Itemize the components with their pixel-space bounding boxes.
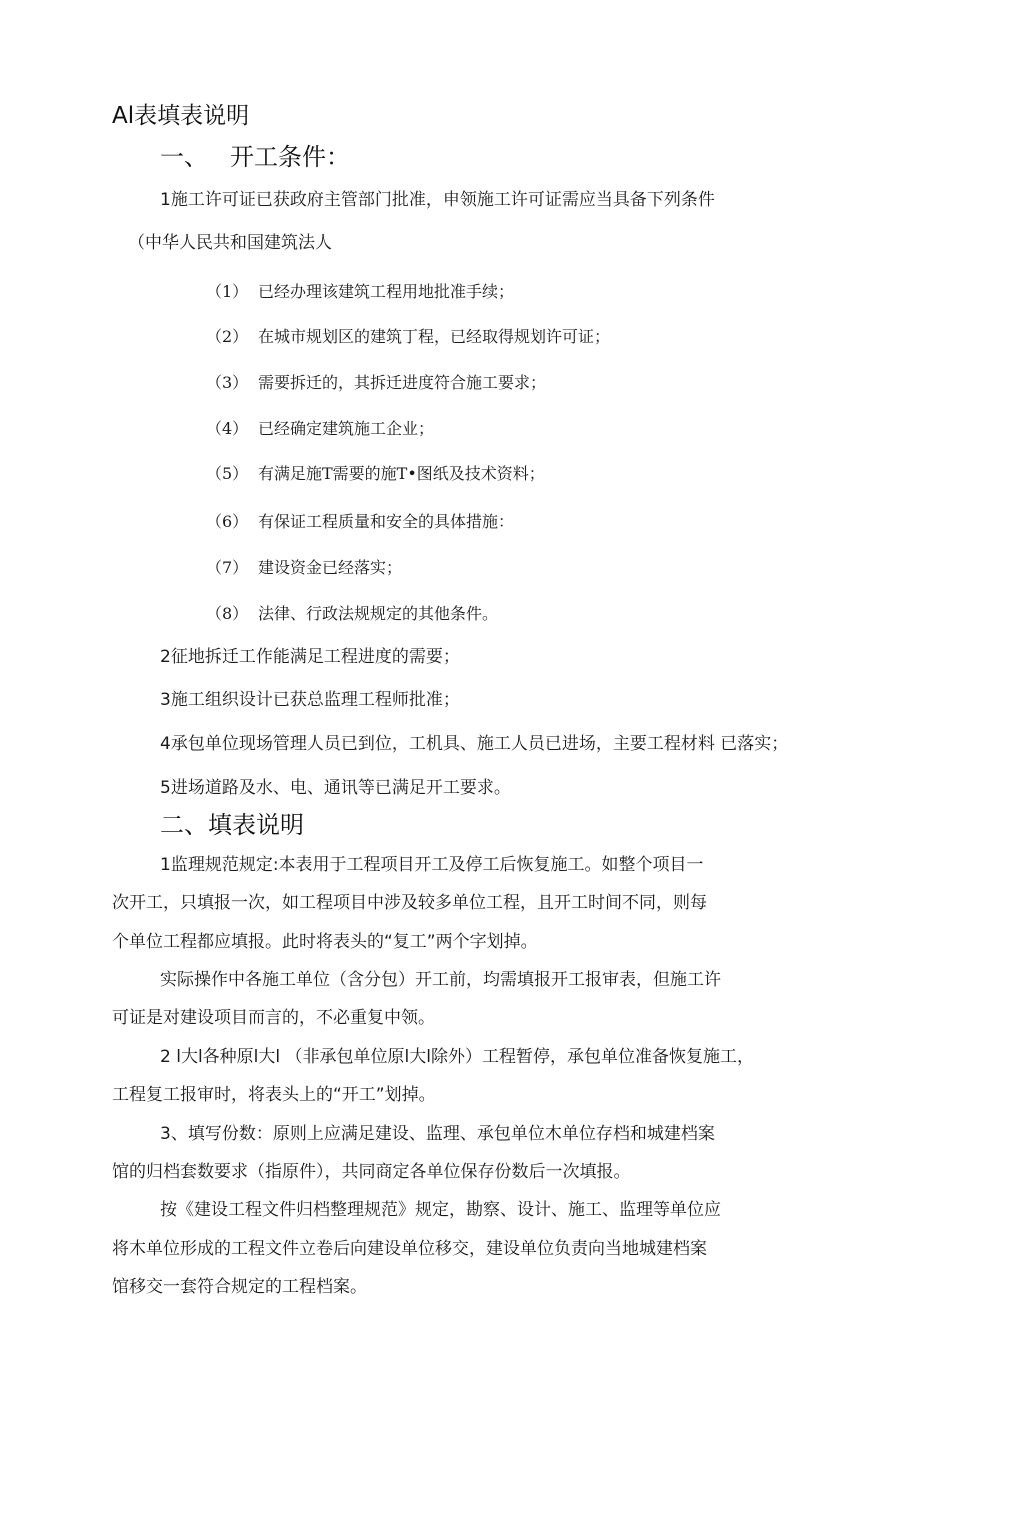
section-2-line: 按《建设工程文件归档整理规范》规定，勘察、设计、施工、监理等单位应 <box>160 1200 721 1220</box>
list-item-text: 已经确定建筑施工企业； <box>258 419 435 438</box>
section-2-line: 3、填写份数：原则上应满足建设、监理、承包单位木单位存档和城建档案 <box>160 1124 715 1144</box>
section-2-line: 次开工，只填报一次，如工程项目中涉及较多单位工程，且开工时间不同，则每 <box>112 893 707 913</box>
section-1-heading <box>160 141 350 173</box>
paragraph-2: 2征地拆迁工作能满足工程进度的需要； <box>160 647 460 667</box>
paragraph-3: 3施工组织设计已获总监理工程师批准； <box>160 690 460 710</box>
section-2-line: 个单位工程都应填报。此时将表头的“复工”两个字划掉。 <box>112 932 538 952</box>
list-item-text: 需要拆迁的，其拆迁进度符合施工要求； <box>258 373 547 392</box>
list-item <box>206 371 546 395</box>
list-item <box>206 510 514 534</box>
section-2-line: 工程复工报审时，将表头上的“开工”划掉。 <box>112 1085 436 1105</box>
section-2-heading: 二、填表说明 <box>160 811 304 839</box>
section-2-line: 将木单位形成的工程文件立卷后向建设单位移交，建设单位负责向当地城建档案 <box>112 1239 707 1259</box>
paragraph-1: 1施工许可证已获政府主管部门批准，申领施工许可证需应当具备下列条件 <box>160 190 715 210</box>
list-item <box>206 462 545 486</box>
list-item-text: 有保证工程质量和安全的具体措施： <box>258 512 515 531</box>
section-1-title: 开工条件： <box>230 143 350 171</box>
list-item-number: （1） <box>206 282 249 301</box>
paragraph-4: 4承包单位现场管理人员已到位，工机具、施工人员已进场，主要工程材料 已落实； <box>160 734 789 754</box>
document-title: Al表填表说明 <box>112 103 250 129</box>
list-item-number: （5） <box>206 464 249 483</box>
list-item-number: （2） <box>206 327 249 346</box>
list-item <box>206 280 514 304</box>
list-item-number: （8） <box>206 604 249 623</box>
list-item-number: （3） <box>206 373 249 392</box>
list-item-text: 建设资金已经落实； <box>258 558 403 577</box>
list-item <box>206 325 610 349</box>
list-item-text: 已经办理该建筑工程用地批准手续； <box>258 282 515 301</box>
list-item <box>206 417 434 441</box>
list-item-number: （4） <box>206 419 249 438</box>
list-item-number: （7） <box>206 558 249 577</box>
section-2-line: 实际操作中各施工单位（含分包）开工前，均需填报开工报审表，但施工许 <box>160 970 721 990</box>
paragraph-5: 5进场道路及水、电、通讯等已满足开工要求。 <box>160 778 511 798</box>
section-2-line: 可证是对建设项目而言的，不必重复中领。 <box>112 1008 435 1028</box>
list-item-text: 有满足施T需要的施T•图纸及技术资料； <box>258 464 545 483</box>
paragraph-1-continued: （中华人民共和国建筑法人 <box>128 233 332 253</box>
section-2-line: 馆移交一套符合规定的工程档案。 <box>112 1277 367 1297</box>
list-item-text: 在城市规划区的建筑丁程，已经取得规划许可证； <box>258 327 611 346</box>
list-item-text: 法律、行政法规规定的其他条件。 <box>258 604 499 623</box>
list-item <box>206 556 402 580</box>
list-item <box>206 602 498 626</box>
list-item-number: （6） <box>206 512 249 531</box>
section-2-line: 2 l大l各种原l大l （非承包单位原l大l除外）工程暂停，承包单位准备恢复施工， <box>160 1047 754 1067</box>
section-2-line: 1监理规范规定:本表用于工程项目开工及停工后恢复施工。如整个项目一 <box>160 855 704 875</box>
section-1-number: 一、 <box>160 143 208 171</box>
section-2-line: 馆的归档套数要求（指原件），共同商定各单位保存份数后一次填报。 <box>112 1162 631 1182</box>
